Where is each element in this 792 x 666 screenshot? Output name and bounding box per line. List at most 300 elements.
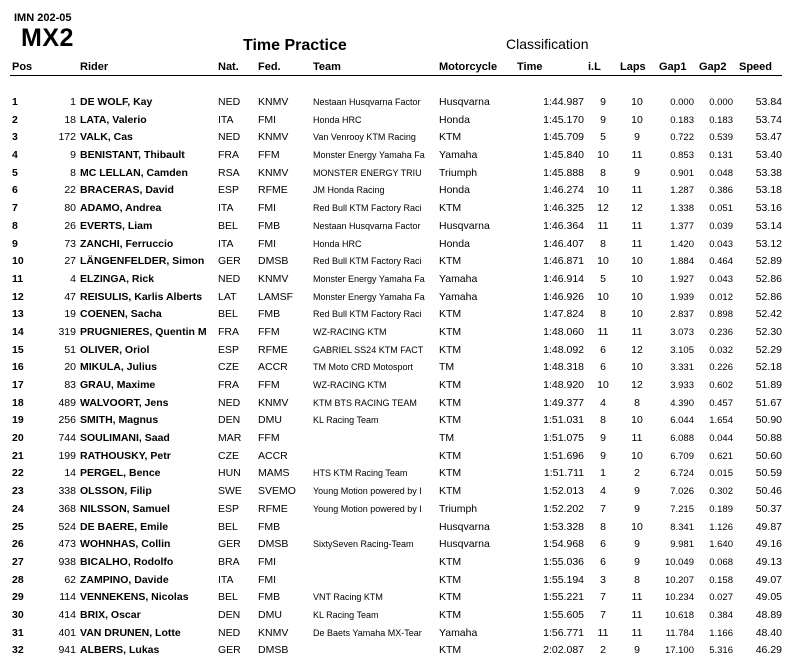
lap-time: 1:46.407 <box>543 237 584 250</box>
table-row <box>0 94 792 112</box>
bike-number: 26 <box>64 219 76 232</box>
gap-previous: 0.898 <box>709 309 733 321</box>
federation: DMSB <box>258 644 289 657</box>
best-lap: 10 <box>597 290 609 303</box>
bike-number: 319 <box>58 325 76 338</box>
gap-previous: 0.015 <box>709 468 733 480</box>
best-lap: 8 <box>600 166 606 179</box>
table-row <box>0 218 792 236</box>
team-name: Young Motion powered by I <box>313 486 422 497</box>
position: 16 <box>12 361 24 374</box>
position: 31 <box>12 626 24 639</box>
laps-count: 11 <box>631 149 643 162</box>
best-lap: 10 <box>597 379 609 391</box>
rider-name: ELZINGA, Rick <box>80 272 155 285</box>
table-row <box>0 465 792 483</box>
rider-name: VENNEKENS, Nicolas <box>80 591 189 604</box>
best-lap: 6 <box>600 343 606 356</box>
nationality: FRA <box>218 325 239 338</box>
speed: 50.90 <box>755 414 782 427</box>
gap-first: 1.927 <box>670 273 694 285</box>
gap-first: 0.901 <box>670 167 694 179</box>
federation: KNMV <box>258 96 289 108</box>
col-nat: Nat. <box>218 61 239 73</box>
rider-name: WALVOORT, Jens <box>80 396 169 409</box>
table-row <box>0 572 792 590</box>
motorcycle: KTM <box>439 202 462 215</box>
laps-count: 10 <box>631 272 643 285</box>
gap-previous: 0.464 <box>709 256 733 268</box>
rider-name: ADAMO, Andrea <box>80 202 162 215</box>
bike-number: 114 <box>59 591 76 604</box>
col-time: Time <box>517 61 543 73</box>
best-lap: 10 <box>597 149 609 162</box>
table-row <box>0 359 792 377</box>
lap-time: 1:44.987 <box>543 96 584 108</box>
gap-previous: 0.602 <box>709 380 733 391</box>
lap-time: 1:46.325 <box>543 202 584 215</box>
federation: KNMV <box>258 272 289 285</box>
nationality: ITA <box>218 113 234 126</box>
lap-time: 1:47.824 <box>543 308 584 321</box>
position: 17 <box>12 379 24 391</box>
nationality: GER <box>218 538 241 551</box>
bike-number: 401 <box>58 626 76 639</box>
speed: 49.05 <box>755 591 782 604</box>
rider-name: DE WOLF, Kay <box>80 96 153 108</box>
team-name: KTM BTS RACING TEAM <box>313 397 417 408</box>
speed: 49.13 <box>755 555 782 568</box>
team-name: KL Racing Team <box>313 415 379 426</box>
col-gap2: Gap2 <box>699 61 727 73</box>
position: 6 <box>12 184 18 197</box>
laps-count: 9 <box>634 538 640 551</box>
position: 32 <box>12 644 24 657</box>
laps-count: 9 <box>634 166 640 179</box>
bike-number: 80 <box>64 202 76 215</box>
motorcycle: KTM <box>439 449 462 462</box>
federation: FMB <box>258 591 281 604</box>
bike-number: 83 <box>64 379 76 391</box>
motorcycle: KTM <box>439 555 462 568</box>
laps-count: 11 <box>631 219 643 232</box>
speed: 51.89 <box>755 379 782 391</box>
speed: 49.16 <box>755 538 782 551</box>
federation: ACCR <box>258 361 288 374</box>
laps-count: 8 <box>634 396 640 409</box>
lap-time: 1:46.926 <box>543 290 584 303</box>
motorcycle: KTM <box>439 396 462 409</box>
gap-previous: 0.384 <box>709 609 733 621</box>
table-row <box>0 554 792 572</box>
table-row <box>0 324 792 342</box>
speed: 53.40 <box>755 149 782 162</box>
motorcycle: KTM <box>439 467 462 480</box>
nationality: NED <box>218 131 241 144</box>
laps-count: 10 <box>631 414 643 427</box>
table-row <box>0 200 792 218</box>
best-lap: 11 <box>597 219 609 232</box>
federation: FMB <box>258 219 281 232</box>
bike-number: 19 <box>64 308 76 321</box>
lap-time: 1:46.364 <box>543 219 584 232</box>
bike-number: 744 <box>58 432 76 445</box>
speed: 52.86 <box>755 290 782 303</box>
gap-first: 1.420 <box>670 238 694 250</box>
lap-time: 1:48.920 <box>543 379 584 391</box>
bike-number: 1 <box>70 96 76 108</box>
lap-time: 1:54.968 <box>543 538 584 551</box>
best-lap: 7 <box>600 502 606 515</box>
motorcycle: KTM <box>439 308 462 321</box>
speed: 50.37 <box>755 502 782 515</box>
gap-first: 0.853 <box>670 150 694 162</box>
nationality: ITA <box>218 202 234 215</box>
best-lap: 8 <box>600 237 606 250</box>
position: 2 <box>12 113 18 126</box>
laps-count: 11 <box>631 626 643 639</box>
rider-name: WOHNHAS, Collin <box>80 538 171 551</box>
gap-previous: 0.621 <box>709 450 733 462</box>
best-lap: 6 <box>600 555 606 568</box>
col-pos: Pos <box>12 61 33 73</box>
bike-number: 368 <box>58 502 76 515</box>
position: 23 <box>12 485 24 498</box>
table-row <box>0 306 792 324</box>
motorcycle: KTM <box>439 608 462 621</box>
rider-name: EVERTS, Liam <box>80 219 153 232</box>
best-lap: 7 <box>600 608 606 621</box>
gap-first: 3.331 <box>670 362 694 374</box>
position: 5 <box>12 166 18 179</box>
rider-name: ZAMPINO, Davide <box>80 573 169 586</box>
speed: 51.67 <box>755 396 782 409</box>
federation: FMI <box>258 573 277 586</box>
federation: FMI <box>258 202 277 215</box>
motorcycle: Honda <box>439 184 470 197</box>
laps-count: 9 <box>634 485 640 498</box>
team-name: Young Motion powered by I <box>313 503 422 514</box>
team-name: Red Bull KTM Factory Raci <box>313 256 422 267</box>
table-row <box>0 236 792 254</box>
speed: 46.29 <box>755 644 782 657</box>
gap-previous: 0.043 <box>709 273 733 285</box>
best-lap: 8 <box>600 520 606 533</box>
table-row <box>0 589 792 607</box>
team-name: WZ-RACING KTM <box>313 380 387 390</box>
motorcycle: Honda <box>439 237 470 250</box>
bike-number: 938 <box>58 555 76 568</box>
rider-name: REISULIS, Karlis Alberts <box>80 290 203 303</box>
position: 1 <box>12 96 18 108</box>
gap-first: 17.100 <box>664 645 694 657</box>
position: 29 <box>12 591 24 604</box>
speed: 52.86 <box>755 272 782 285</box>
col-laps: Laps <box>620 61 646 73</box>
best-lap: 5 <box>600 272 606 285</box>
nationality: ITA <box>218 573 234 586</box>
rider-name: BRIX, Oscar <box>80 608 141 621</box>
motorcycle: Husqvarna <box>439 96 490 108</box>
table-row <box>0 253 792 271</box>
gap-previous: 1.654 <box>709 415 733 427</box>
gap-previous: 0.302 <box>709 486 733 498</box>
bike-number: 941 <box>58 644 76 657</box>
speed: 48.40 <box>755 626 782 639</box>
speed: 48.89 <box>755 608 782 621</box>
laps-count: 2 <box>634 467 640 480</box>
gap-previous: 0.183 <box>709 114 733 126</box>
motorcycle: Yamaha <box>439 272 478 285</box>
team-name: GABRIEL SS24 KTM FACT <box>313 344 424 355</box>
laps-count: 11 <box>631 184 643 197</box>
federation: RFME <box>258 184 288 197</box>
laps-count: 10 <box>631 113 643 126</box>
nationality: DEN <box>218 608 241 621</box>
gap-first: 6.088 <box>670 433 694 445</box>
laps-count: 10 <box>631 96 643 108</box>
lap-time: 1:45.170 <box>543 113 584 126</box>
gap-first: 10.618 <box>664 609 694 621</box>
bike-number: 199 <box>58 449 76 462</box>
nationality: FRA <box>218 379 239 391</box>
lap-time: 1:56.771 <box>543 626 584 639</box>
laps-count: 10 <box>631 255 643 268</box>
team-name: Honda HRC <box>313 238 362 249</box>
nationality: ESP <box>218 502 240 515</box>
laps-count: 11 <box>631 325 643 338</box>
gap-previous: 1.640 <box>709 539 733 551</box>
federation: SVEMO <box>258 485 296 498</box>
team-name: Honda HRC <box>313 114 362 125</box>
session-title: Time Practice <box>243 37 347 54</box>
best-lap: 2 <box>600 644 606 657</box>
federation: KNMV <box>258 396 289 409</box>
bike-number: 473 <box>58 538 76 551</box>
motorcycle: Honda <box>439 113 470 126</box>
federation: FMB <box>258 308 281 321</box>
bike-number: 8 <box>70 166 76 179</box>
rider-name: COENEN, Sacha <box>80 308 162 321</box>
rider-name: OLSSON, Filip <box>80 485 152 498</box>
table-row <box>0 377 792 395</box>
speed: 52.30 <box>755 325 782 338</box>
nationality: LAT <box>218 290 237 303</box>
nationality: ESP <box>218 184 240 197</box>
gap-first: 0.722 <box>670 132 694 144</box>
table-row <box>0 625 792 643</box>
gap-first: 8.341 <box>670 521 694 533</box>
bike-number: 18 <box>64 113 76 126</box>
speed: 50.59 <box>755 467 782 480</box>
team-name: JM Honda Racing <box>313 185 385 196</box>
federation: ACCR <box>258 449 288 462</box>
gap-first: 1.287 <box>670 185 694 197</box>
gap-first: 6.709 <box>670 450 694 462</box>
speed: 53.18 <box>755 184 782 197</box>
motorcycle: KTM <box>439 255 462 268</box>
speed: 50.88 <box>755 432 782 445</box>
federation: DMSB <box>258 538 289 551</box>
best-lap: 8 <box>600 308 606 321</box>
document-type: Classification <box>506 36 589 52</box>
table-row <box>0 536 792 554</box>
lap-time: 1:51.696 <box>543 449 584 462</box>
nationality: GER <box>218 644 241 657</box>
nationality: BEL <box>218 219 238 232</box>
lap-time: 1:48.092 <box>543 343 584 356</box>
nationality: MAR <box>218 432 242 445</box>
speed: 49.87 <box>755 520 782 533</box>
speed: 53.14 <box>755 219 782 232</box>
motorcycle: Husqvarna <box>439 538 490 551</box>
bike-number: 73 <box>64 237 76 250</box>
bike-number: 20 <box>64 361 76 374</box>
best-lap: 9 <box>600 432 606 445</box>
table-row <box>0 112 792 130</box>
position: 30 <box>12 608 24 621</box>
table-row <box>0 129 792 147</box>
motorcycle: KTM <box>439 485 462 498</box>
team-name: TM Moto CRD Motosport <box>313 362 414 373</box>
gap-previous: 0.131 <box>709 150 733 162</box>
federation: RFME <box>258 502 288 515</box>
table-row <box>0 607 792 625</box>
federation: DMU <box>258 608 282 621</box>
laps-count: 11 <box>631 591 643 604</box>
gap-previous: 0.226 <box>709 362 733 374</box>
gap-first: 10.207 <box>664 574 694 586</box>
motorcycle: Husqvarna <box>439 219 490 232</box>
motorcycle: TM <box>439 361 455 374</box>
motorcycle: KTM <box>439 325 462 338</box>
best-lap: 10 <box>597 255 609 268</box>
lap-time: 1:45.709 <box>543 131 584 144</box>
team-name: WZ-RACING KTM <box>313 326 387 337</box>
best-lap: 4 <box>600 396 606 409</box>
col-fed: Fed. <box>258 61 281 73</box>
gap-first: 4.390 <box>670 397 694 409</box>
position: 3 <box>12 131 18 144</box>
gap-previous: 1.166 <box>709 627 733 639</box>
position: 4 <box>12 149 18 162</box>
nationality: BEL <box>218 520 238 533</box>
team-name: De Baets Yamaha MX-Tear <box>313 627 422 638</box>
speed: 49.07 <box>755 573 782 586</box>
position: 19 <box>12 414 24 427</box>
motorcycle: Triumph <box>439 166 478 179</box>
bike-number: 22 <box>64 184 76 197</box>
table-row <box>0 501 792 519</box>
nationality: CZE <box>218 449 239 462</box>
team-name: Monster Energy Yamaha Fa <box>313 291 425 302</box>
gap-first: 10.234 <box>664 592 694 604</box>
gap-previous: 0.236 <box>709 326 733 338</box>
laps-count: 12 <box>631 343 643 356</box>
motorcycle: KTM <box>439 131 462 144</box>
rider-name: LATA, Valerio <box>80 113 147 126</box>
motorcycle: Triumph <box>439 502 478 515</box>
motorcycle: KTM <box>439 644 462 657</box>
position: 22 <box>12 467 24 480</box>
lap-time: 1:53.328 <box>543 520 584 533</box>
gap-first: 10.049 <box>664 556 694 568</box>
rider-name: SOULIMANI, Saad <box>80 432 170 445</box>
nationality: FRA <box>218 149 239 162</box>
bike-number: 14 <box>64 467 76 480</box>
position: 11 <box>12 272 24 285</box>
speed: 52.89 <box>755 255 782 268</box>
motorcycle: Yamaha <box>439 626 478 639</box>
team-name: Monster Energy Yamaha Fa <box>313 273 425 284</box>
gap-previous: 0.048 <box>709 167 733 179</box>
rider-name: RATHOUSKY, Petr <box>80 449 171 462</box>
speed: 50.46 <box>755 485 782 498</box>
nationality: HUN <box>218 467 241 480</box>
team-name: MONSTER ENERGY TRIU <box>313 167 422 178</box>
federation: FMI <box>258 555 277 568</box>
federation: MAMS <box>258 467 290 480</box>
nationality: CZE <box>218 361 239 374</box>
motorcycle: KTM <box>439 414 462 427</box>
speed: 53.12 <box>755 237 782 250</box>
bike-number: 338 <box>58 485 76 498</box>
laps-count: 10 <box>631 308 643 321</box>
bike-number: 414 <box>58 608 76 621</box>
motorcycle: KTM <box>439 591 462 604</box>
gap-first: 0.000 <box>670 97 694 108</box>
table-header <box>10 59 782 76</box>
table-row <box>0 412 792 430</box>
table-row <box>0 448 792 466</box>
nationality: RSA <box>218 166 240 179</box>
rider-name: BRACERAS, David <box>80 184 174 197</box>
motorcycle: KTM <box>439 343 462 356</box>
gap-first: 9.981 <box>670 539 694 551</box>
position: 14 <box>12 325 24 338</box>
table-row <box>0 642 792 660</box>
best-lap: 1 <box>600 467 606 480</box>
laps-count: 9 <box>634 644 640 657</box>
rider-name: SMITH, Magnus <box>80 414 159 427</box>
rider-name: MC LELLAN, Camden <box>80 166 188 179</box>
best-lap: 9 <box>600 113 606 126</box>
motorcycle: Husqvarna <box>439 520 490 533</box>
best-lap: 6 <box>600 361 606 374</box>
lap-time: 1:48.318 <box>543 361 584 374</box>
position: 26 <box>12 538 24 551</box>
bike-number: 62 <box>64 573 76 586</box>
lap-time: 1:55.036 <box>543 555 584 568</box>
lap-time: 1:45.888 <box>543 166 584 179</box>
gap-previous: 0.457 <box>709 397 733 409</box>
nationality: NED <box>218 272 241 285</box>
team-name: Red Bull KTM Factory Raci <box>313 309 422 320</box>
gap-previous: 1.126 <box>709 521 733 533</box>
gap-first: 2.837 <box>670 309 694 321</box>
laps-count: 12 <box>631 202 643 215</box>
nationality: BEL <box>218 308 238 321</box>
lap-time: 1:46.871 <box>543 255 584 268</box>
federation: KNMV <box>258 166 289 179</box>
position: 15 <box>12 343 24 356</box>
rider-name: ALBERS, Lukas <box>80 644 160 657</box>
laps-count: 12 <box>631 379 643 391</box>
position: 21 <box>12 449 24 462</box>
table-row <box>0 147 792 165</box>
lap-time: 1:49.377 <box>543 396 584 409</box>
team-name: Van Venrooy KTM Racing <box>313 132 416 143</box>
